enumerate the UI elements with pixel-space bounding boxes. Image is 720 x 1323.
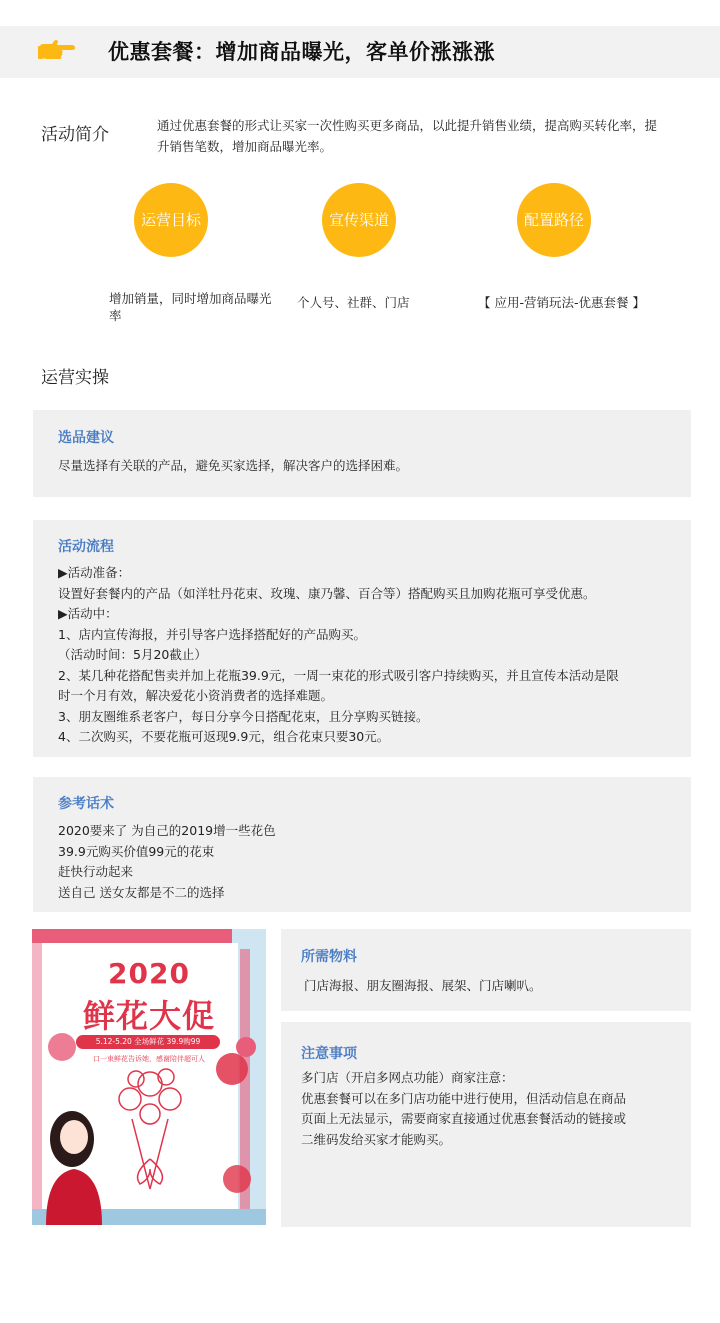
flow-line: （活动时间：5月20截止） bbox=[58, 647, 207, 662]
poster-headline: 鲜花大促 bbox=[82, 997, 215, 1035]
pillar-goal-circle: 运营目标 bbox=[134, 183, 208, 257]
materials-card bbox=[281, 929, 691, 1011]
flow-card-title: 活动流程 bbox=[58, 539, 114, 555]
flow-line: 4、二次购买，不要花瓶可返现9.9元，组合花束只要30元。 bbox=[58, 729, 390, 744]
intro-text: 通过优惠套餐的形式让买家一次性购买更多商品，以此提升销售业绩，提高购买转化率，提升销售笔数，增加商品曝光率。 bbox=[157, 118, 658, 154]
flow-line: 设置好套餐内的产品（如洋牡丹花束、玫瑰、康乃馨、百合等）搭配购买且加购花瓶可享受优惠。 bbox=[58, 585, 596, 601]
flow-line: 时一个月有效，解决爱花小资消费者的选择难题。 bbox=[58, 688, 334, 703]
flow-line: ▶活动中： bbox=[58, 606, 118, 621]
selection-card-body: 尽量选择有关联的产品，避免买家选择，解决客户的选择困难。 bbox=[58, 458, 409, 473]
poster-tagline: 口一束鲜花告诉她，感谢陪伴超可人 bbox=[93, 1055, 205, 1063]
poster-year: 2020 bbox=[108, 957, 190, 990]
script-card-body bbox=[58, 821, 276, 903]
notes-line: 优惠套餐可以在多门店功能中进行使用，但活动信息在商品 bbox=[301, 1090, 627, 1106]
script-line: 2020要来了 为自己的2019增一些花色 bbox=[58, 823, 276, 838]
pointing-hand-icon bbox=[38, 38, 78, 66]
pillar-channel-desc: 个人号、社群、门店 bbox=[297, 295, 410, 310]
script-line: 送自己 送女友都是不二的选择 bbox=[58, 884, 225, 900]
flow-line: ▶活动准备： bbox=[58, 565, 131, 580]
pillar-path-desc: 【 应用-营销玩法-优惠套餐 】 bbox=[478, 295, 645, 310]
notes-line: 页面上无法显示，需要商家直接通过优惠套餐活动的链接或 bbox=[301, 1111, 627, 1126]
flow-card bbox=[33, 520, 691, 757]
pillar-goal-desc: 增加销量，同时增加商品曝光率 bbox=[109, 291, 272, 323]
materials-card-title: 所需物料 bbox=[301, 949, 357, 965]
notes-card bbox=[281, 1022, 691, 1227]
notes-line: 多门店（开启多网点功能）商家注意： bbox=[301, 1070, 514, 1085]
script-card bbox=[33, 777, 691, 912]
page-title: 优惠套餐：增加商品曝光，客单价涨涨涨 bbox=[108, 40, 495, 64]
selection-card bbox=[33, 410, 691, 497]
pillar-path-circle: 配置路径 bbox=[517, 183, 591, 257]
flow-line: 2、某几种花搭配售卖并加上花瓶39.9元，一周一束花的形式吸引客户持续购买，并且宣传本活动是限 bbox=[58, 667, 619, 683]
materials-card-body: 门店海报、朋友圈海报、展架、门店喇叭。 bbox=[304, 978, 542, 993]
flow-line: 1、店内宣传海报，并引导客户选择搭配好的产品购买。 bbox=[58, 626, 366, 642]
intro-label: 活动简介 bbox=[41, 125, 109, 145]
script-line: 赶快行动起来 bbox=[58, 864, 134, 879]
page-header bbox=[0, 26, 720, 78]
promo-poster-image bbox=[32, 929, 266, 1225]
pillar-channel-circle: 宣传渠道 bbox=[322, 183, 396, 257]
ops-section-title: 运营实操 bbox=[41, 368, 109, 388]
notes-card-title: 注意事项 bbox=[301, 1046, 357, 1062]
notes-card-body bbox=[301, 1068, 626, 1150]
selection-card-title: 选品建议 bbox=[58, 430, 114, 446]
flow-card-body bbox=[58, 563, 619, 748]
script-card-title: 参考话术 bbox=[58, 796, 114, 812]
script-line: 39.9元购买价值99元的花束 bbox=[58, 843, 215, 859]
poster-badge: 5.12-5.20 全场鲜花 39.9购99 bbox=[76, 1035, 220, 1049]
notes-line: 二维码发给买家才能购买。 bbox=[301, 1131, 452, 1147]
flow-line: 3、朋友圈维系老客户，每日分享今日搭配花束，且分享购买链接。 bbox=[58, 708, 429, 724]
